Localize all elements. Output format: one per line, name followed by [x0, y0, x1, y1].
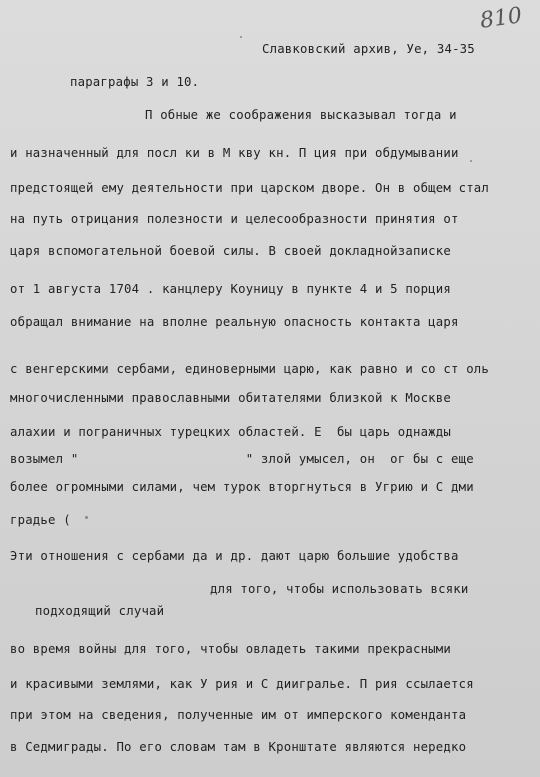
text-line-3: и назначенный для посл ки в М кву кн. П ция при обдумывании: [10, 146, 459, 160]
text-line-6: царя вспомогательной боевой силы. В своей докладнойзаписке: [10, 244, 451, 258]
text-line-14: градье (: [10, 513, 71, 527]
text-line-12: возымел " " злой умысел, он ог бы с еще: [10, 452, 474, 466]
source-reference: Славковский архив, Уе, 34-35: [262, 42, 475, 56]
text-line-15: Эти отношения с сербами да и др. дают царю большие удобства: [10, 549, 459, 563]
text-line-4: предстоящей ему деятельности при царском дворе. Он в общем стал: [10, 181, 490, 195]
text-line-21: в Седмиграды. По его словам там в Кронштате являются нередко: [10, 740, 467, 754]
text-line-16: для того, чтобы использовать всяки: [210, 582, 469, 596]
text-line-10: многочисленными православными обитателями близкой к Москве: [10, 391, 451, 405]
text-line-7: от 1 августа 1704 . канцлеру Коуницу в пункте 4 и 5 порция: [10, 282, 451, 296]
page-number: 810: [478, 3, 524, 34]
text-line-18: во время войны для того, чтобы овладеть такими прекрасными: [10, 642, 451, 656]
text-line-19: и красивыми землями, как У рия и С диигралье. П рия ссылается: [10, 677, 474, 691]
paper-speck: [470, 160, 472, 162]
text-line-20: при этом на сведения, полученные им от имперского коменданта: [10, 708, 467, 722]
paper-speck: [240, 36, 242, 38]
text-line-5: на путь отрицания полезности и целесообразности принятия от: [10, 212, 459, 226]
text-line-8: обращал внимание на вполне реальную опасность контакта царя: [10, 315, 459, 329]
text-line-13: более огромными силами, чем турок вторгнуться в Угрию и С дми: [10, 480, 474, 494]
paper-speck: [85, 516, 88, 519]
text-line-11: алахии и пограничных турецких областей. Е бы царь однажды: [10, 425, 451, 439]
text-line-1: параграфы 3 и 10.: [70, 75, 200, 89]
text-line-2: П обные же соображения высказывал тогда и: [145, 108, 457, 122]
text-line-9: с венгерскими сербами, единоверными царю, как равно и со ст оль: [10, 362, 490, 376]
text-line-17: подходящий случай: [35, 604, 165, 618]
